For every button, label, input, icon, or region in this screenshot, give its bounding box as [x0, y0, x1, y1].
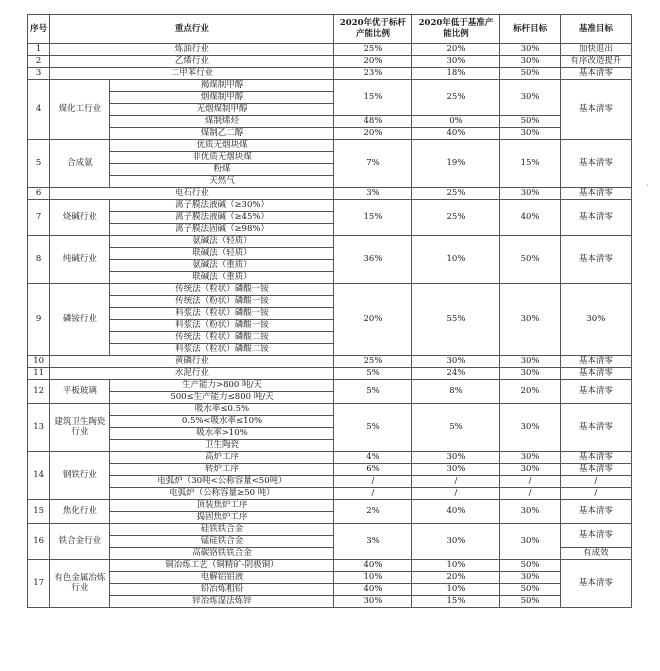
row-bench: 40%: [334, 560, 412, 572]
row-target: 30%: [500, 284, 560, 356]
row-below: 55%: [412, 284, 500, 356]
table-row: [28, 116, 632, 128]
row-below: 40%: [412, 128, 500, 140]
sub-item: 铅冶炼粗铅: [110, 584, 334, 596]
sub-item: 铜冶炼工艺（铜精矿-阴极铜）: [110, 560, 334, 572]
row-base: 基本清零: [560, 464, 631, 476]
table-row: [28, 188, 632, 200]
sub-item: 电弧炉（30吨<公称容量<50吨）: [110, 476, 334, 488]
sub-item: 吸水率>10%: [110, 428, 334, 440]
row-industry: 电石行业: [50, 188, 334, 200]
sub-item: 锌冶炼湿法炼锌: [110, 596, 334, 608]
table-row: [28, 464, 632, 476]
row-base: 基本清零: [560, 368, 631, 380]
row-bench: 4%: [334, 452, 412, 464]
sub-item: 传统法（粉状）磷酸一铵: [110, 296, 334, 308]
row-base: 基本清零: [560, 524, 631, 548]
row-target: 40%: [500, 200, 560, 236]
table-row: [28, 200, 632, 212]
table-row: [28, 596, 632, 608]
row-below: 10%: [412, 236, 500, 284]
sub-item: 转炉工序: [110, 464, 334, 476]
row-industry: 水泥行业: [50, 368, 334, 380]
row-bench: 2%: [334, 500, 412, 524]
row-below: 25%: [412, 188, 500, 200]
row-industry: 钢铁行业: [50, 452, 110, 500]
row-no: 4: [28, 80, 50, 140]
table-row: [28, 236, 632, 248]
row-target: 30%: [500, 368, 560, 380]
row-industry: 平板玻璃: [50, 380, 110, 404]
row-no: 13: [28, 404, 50, 452]
row-below: 40%: [412, 500, 500, 524]
row-target: 50%: [500, 584, 560, 596]
sub-item: 无烟煤制甲醇: [110, 104, 334, 116]
sub-item: 粉煤: [110, 164, 334, 176]
row-no: 7: [28, 200, 50, 236]
row-target: 30%: [500, 356, 560, 368]
row-below: 10%: [412, 584, 500, 596]
row-industry: 乙烯行业: [50, 56, 334, 68]
sub-item: 料浆法（粒状）磷酸二铵: [110, 344, 334, 356]
sub-item: 料浆法（粒状）磷酸一铵: [110, 308, 334, 320]
table-row: [28, 560, 632, 572]
row-below: /: [412, 488, 500, 500]
table-row: [28, 368, 632, 380]
row-bench: 6%: [334, 464, 412, 476]
header-below-baseline-ratio: 2020年低于基准产能比例: [412, 15, 500, 44]
row-below: 24%: [412, 368, 500, 380]
sub-item: 离子膜法固碱（≥98%）: [110, 224, 334, 236]
row-target: 20%: [500, 380, 560, 404]
row-below: 30%: [412, 452, 500, 464]
row-bench: 23%: [334, 68, 412, 80]
sub-item: 非优质无烟块煤: [110, 152, 334, 164]
sub-item: 氨碱法（重质）: [110, 260, 334, 272]
row-base: /: [560, 476, 631, 488]
row-target: /: [500, 476, 560, 488]
row-below: 20%: [412, 572, 500, 584]
table-row: [28, 356, 632, 368]
table-row: [28, 140, 632, 152]
sub-item: 煤制烯烃: [110, 116, 334, 128]
sub-item: 捣固焦炉工序: [110, 512, 334, 524]
row-bench: /: [334, 476, 412, 488]
row-target: 30%: [500, 44, 560, 56]
header-benchmark-ratio: 2020年优于标杆产能比例: [334, 15, 412, 44]
row-below: 18%: [412, 68, 500, 80]
row-bench: 25%: [334, 44, 412, 56]
sub-item: 离子膜法液碱（≥45%）: [110, 212, 334, 224]
header-benchmark-target: 标杆目标: [500, 15, 560, 44]
row-base: 基本清零: [560, 200, 631, 236]
table-row: [28, 380, 632, 392]
table-row: [28, 524, 632, 536]
row-target: 30%: [500, 572, 560, 584]
row-target: 30%: [500, 524, 560, 560]
row-bench: 36%: [334, 236, 412, 284]
scroll-indicator-icon: ›: [646, 182, 649, 189]
row-target: 30%: [500, 464, 560, 476]
row-base: 有序改造提升: [560, 56, 631, 68]
row-base: 基本清零: [560, 236, 631, 284]
row-bench: 3%: [334, 188, 412, 200]
row-base: 基本清零: [560, 452, 631, 464]
row-target: 30%: [500, 188, 560, 200]
row-base: 基本清零: [560, 500, 631, 524]
sub-item: 优质无烟块煤: [110, 140, 334, 152]
table-row: [28, 488, 632, 500]
row-no: 15: [28, 500, 50, 524]
sub-item: 传统法（粒状）磷酸二铵: [110, 332, 334, 344]
sub-item: 0.5%<吸水率≤10%: [110, 416, 334, 428]
header-seq: 序号: [28, 15, 50, 44]
row-target: 50%: [500, 68, 560, 80]
row-no: 9: [28, 284, 50, 356]
table-row: [28, 68, 632, 80]
row-bench: 5%: [334, 404, 412, 452]
row-industry: 磷铵行业: [50, 284, 110, 356]
row-below: 30%: [412, 524, 500, 560]
header-row: [28, 15, 632, 44]
row-target: 30%: [500, 128, 560, 140]
industry-benchmark-table: [27, 14, 632, 608]
row-no: 11: [28, 368, 50, 380]
row-no: 17: [28, 560, 50, 608]
row-below: 30%: [412, 356, 500, 368]
row-target: 50%: [500, 560, 560, 572]
row-bench: 30%: [334, 596, 412, 608]
row-below: 5%: [412, 404, 500, 452]
row-below: 25%: [412, 200, 500, 236]
sub-item: 天然气: [110, 176, 334, 188]
row-industry: 烧碱行业: [50, 200, 110, 236]
row-base: 基本清零: [560, 404, 631, 452]
sub-item: 卫生陶瓷: [110, 440, 334, 452]
row-base: 有成效: [560, 548, 631, 560]
table-row: [28, 476, 632, 488]
row-base: /: [560, 488, 631, 500]
sub-item: 电弧炉（公称容量≥50 吨）: [110, 488, 334, 500]
row-no: 14: [28, 452, 50, 500]
row-target: 50%: [500, 596, 560, 608]
row-bench: 15%: [334, 200, 412, 236]
row-no: 1: [28, 44, 50, 56]
row-base: 基本清零: [560, 188, 631, 200]
row-target: 50%: [500, 116, 560, 128]
row-target: 30%: [500, 452, 560, 464]
row-no: 10: [28, 356, 50, 368]
table-row: [28, 584, 632, 596]
row-base: 基本清零: [560, 356, 631, 368]
sub-item: 传统法（粒状）磷酸一铵: [110, 284, 334, 296]
table-row: [28, 80, 632, 92]
sub-item: 离子膜法液碱（≥30%）: [110, 200, 334, 212]
row-target: 15%: [500, 140, 560, 188]
row-below: 30%: [412, 56, 500, 68]
row-bench: 5%: [334, 368, 412, 380]
sub-item: 顶装焦炉工序: [110, 500, 334, 512]
row-industry: 炼油行业: [50, 44, 334, 56]
sub-item: 生产能力>800 吨/天: [110, 380, 334, 392]
sub-item: 煤制乙二醇: [110, 128, 334, 140]
row-target: 30%: [500, 80, 560, 116]
row-industry: 纯碱行业: [50, 236, 110, 284]
sub-item: 联碱法（轻质）: [110, 248, 334, 260]
row-target: 30%: [500, 56, 560, 68]
row-below: 19%: [412, 140, 500, 188]
row-below: 0%: [412, 116, 500, 128]
row-bench: 20%: [334, 56, 412, 68]
row-bench: 20%: [334, 128, 412, 140]
row-below: 8%: [412, 380, 500, 404]
sub-item: 联碱法（重质）: [110, 272, 334, 284]
sub-item: 吸水率≤0.5%: [110, 404, 334, 416]
row-no: 2: [28, 56, 50, 68]
sub-item: 烟煤制甲醇: [110, 92, 334, 104]
table-row: [28, 404, 632, 416]
row-below: 20%: [412, 44, 500, 56]
row-no: 12: [28, 380, 50, 404]
sub-item: 料浆法（粉状）磷酸一铵: [110, 320, 334, 332]
header-baseline-target: 基准目标: [560, 15, 631, 44]
row-base: 基本清零: [560, 560, 631, 608]
row-base: 基本清零: [560, 80, 631, 140]
row-below: 10%: [412, 560, 500, 572]
table-row: [28, 572, 632, 584]
row-industry: 煤化工行业: [50, 80, 110, 140]
row-target: 30%: [500, 500, 560, 524]
sub-item: 锰硅铁合金: [110, 536, 334, 548]
row-base: 30%: [560, 284, 631, 356]
row-no: 5: [28, 140, 50, 188]
sub-item: 硅铁铁合金: [110, 524, 334, 536]
row-base: 加快退出: [560, 44, 631, 56]
row-industry: 有色金属冶炼行业: [50, 560, 110, 608]
row-no: 3: [28, 68, 50, 80]
row-target: 30%: [500, 404, 560, 452]
row-below: 15%: [412, 596, 500, 608]
sub-item: 500≤生产能力≤800 吨/天: [110, 392, 334, 404]
row-no: 6: [28, 188, 50, 200]
row-bench: /: [334, 488, 412, 500]
row-base: 基本清零: [560, 380, 631, 404]
row-base: 基本清零: [560, 140, 631, 188]
row-bench: 20%: [334, 284, 412, 356]
table-row: [28, 128, 632, 140]
row-industry: 铁合金行业: [50, 524, 110, 560]
row-no: 8: [28, 236, 50, 284]
row-bench: 25%: [334, 356, 412, 368]
row-bench: 3%: [334, 524, 412, 560]
row-bench: 7%: [334, 140, 412, 188]
row-industry: 合成氨: [50, 140, 110, 188]
row-bench: 5%: [334, 380, 412, 404]
row-target: 50%: [500, 236, 560, 284]
table-row: [28, 44, 632, 56]
header-industry: 重点行业: [50, 15, 334, 44]
row-base: 基本清零: [560, 68, 631, 80]
sub-item: 电解铝铝液: [110, 572, 334, 584]
sub-item: 褐煤制甲醇: [110, 80, 334, 92]
row-industry: 焦化行业: [50, 500, 110, 524]
row-below: 30%: [412, 464, 500, 476]
table-row: [28, 452, 632, 464]
sub-item: 氨碱法（轻质）: [110, 236, 334, 248]
row-industry: 黄磷行业: [50, 356, 334, 368]
row-below: /: [412, 476, 500, 488]
row-industry: 建筑卫生陶瓷行业: [50, 404, 110, 452]
row-target: /: [500, 488, 560, 500]
table-row: [28, 284, 632, 296]
row-no: 16: [28, 524, 50, 560]
row-below: 25%: [412, 80, 500, 116]
table-row: [28, 500, 632, 512]
table-row: [28, 56, 632, 68]
sub-item: 高炉工序: [110, 452, 334, 464]
row-bench: 40%: [334, 584, 412, 596]
sub-item: 高碳铬铁铁合金: [110, 548, 334, 560]
row-bench: 10%: [334, 572, 412, 584]
row-bench: 15%: [334, 80, 412, 116]
row-industry: 二甲苯行业: [50, 68, 334, 80]
row-bench: 48%: [334, 116, 412, 128]
